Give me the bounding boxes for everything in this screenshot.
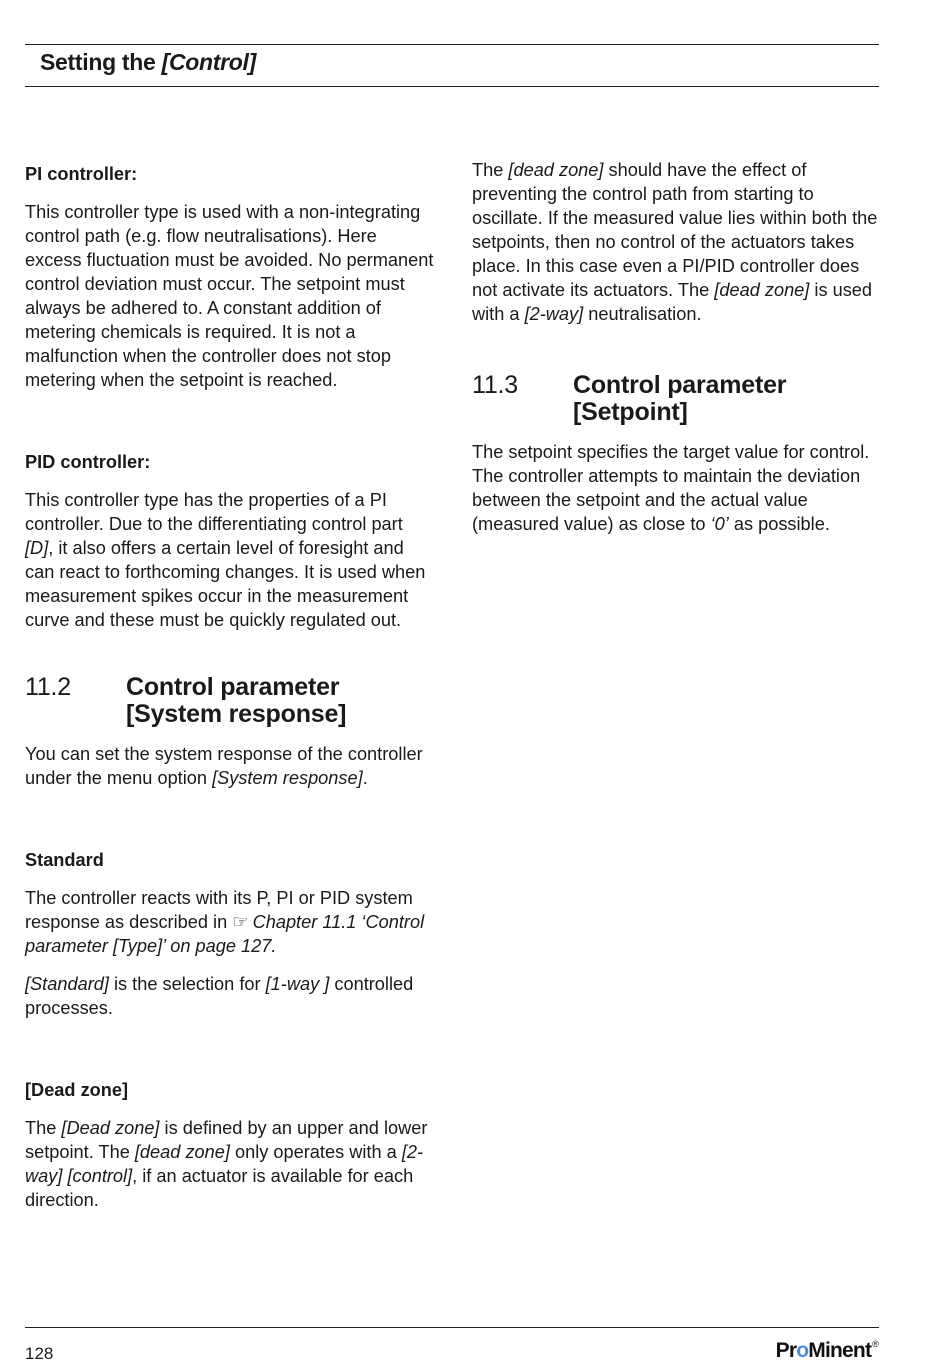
pi-controller-text: This controller type is used with a non-integrating control path (e.g. flow neutralisations). Here excess fluctuation must be avoided. No permanent control deviation must occur. The setpoint must always be adhered to. A constant addition of metering chemicals is required. It is not a malfunction when the controller does not stop metering when the setpoint is reached.	[25, 202, 434, 390]
dead-zone-text: The [Dead zone] is defined by an upper and lower setpoint. The [dead zone] only operates with a [2-way] [control], if an actuator is available for each direction.	[25, 1118, 428, 1210]
setpoint-text: The setpoint specifies the target value for control. The controller attempts to maintain the deviation between the setpoint and the actual value (measured value) as close to ‘0’ as possible.	[472, 442, 870, 534]
standard-label: Standard	[25, 850, 104, 870]
section-title: Control parameter [Setpoint]	[573, 371, 787, 426]
standard-text: The controller reacts with its P, PI or PID system response as described in ☞ Chapter 11.1 ‘Control parameter [Type]’ on page 127.	[25, 888, 425, 956]
dead-zone-label: [Dead zone]	[25, 1080, 129, 1100]
footer-rule	[25, 1327, 879, 1328]
dead-zone-effect-text: The [dead zone] should have the effect of preventing the control path from starting to oscillate. If the measured value lies within both the setpoints, then no control of the actuators takes place. In this case even a PI/PID controller does not activate its actuators. The [dead zone] is used with a [2-way] neutralisation.	[472, 160, 878, 324]
system-response-text: You can set the system response of the controller under the menu option [System response].	[25, 744, 423, 788]
left-column	[25, 158, 435, 1226]
header-title-italic: [Control]	[161, 49, 257, 75]
standard-selection-text: [Standard] is the selection for [1-way ] controlled processes.	[25, 974, 414, 1018]
pid-controller-text: This controller type has the properties of a PI controller. Due to the differentiating control part [D], it also offers a certain level of foresight and can react to forthcoming changes. It is used when measurement spikes occur in the measurement curve and these must be quickly regulated out.	[25, 490, 426, 630]
header-title-plain: Setting the	[40, 49, 162, 75]
page-number: 128	[25, 1344, 54, 1363]
pi-controller-label: PI controller:	[25, 164, 138, 184]
chapter-cross-reference-link[interactable]: Chapter 11.1 ‘Control parameter [Type]’ on page 127	[25, 912, 425, 956]
pointing-hand-icon: ☞	[232, 912, 249, 932]
pid-controller-label: PID controller:	[25, 452, 151, 472]
section-11-2-heading	[25, 674, 435, 728]
page-header-title	[40, 49, 256, 76]
header-top-rule	[25, 44, 879, 45]
section-11-3-heading	[472, 372, 882, 426]
section-number: 11.2	[25, 673, 72, 701]
right-column	[472, 158, 882, 550]
header-bottom-rule	[25, 86, 879, 87]
section-number: 11.3	[472, 371, 519, 399]
prominent-logo: ProMinent®	[775, 1339, 878, 1362]
section-title: Control parameter [System response]	[126, 673, 347, 728]
